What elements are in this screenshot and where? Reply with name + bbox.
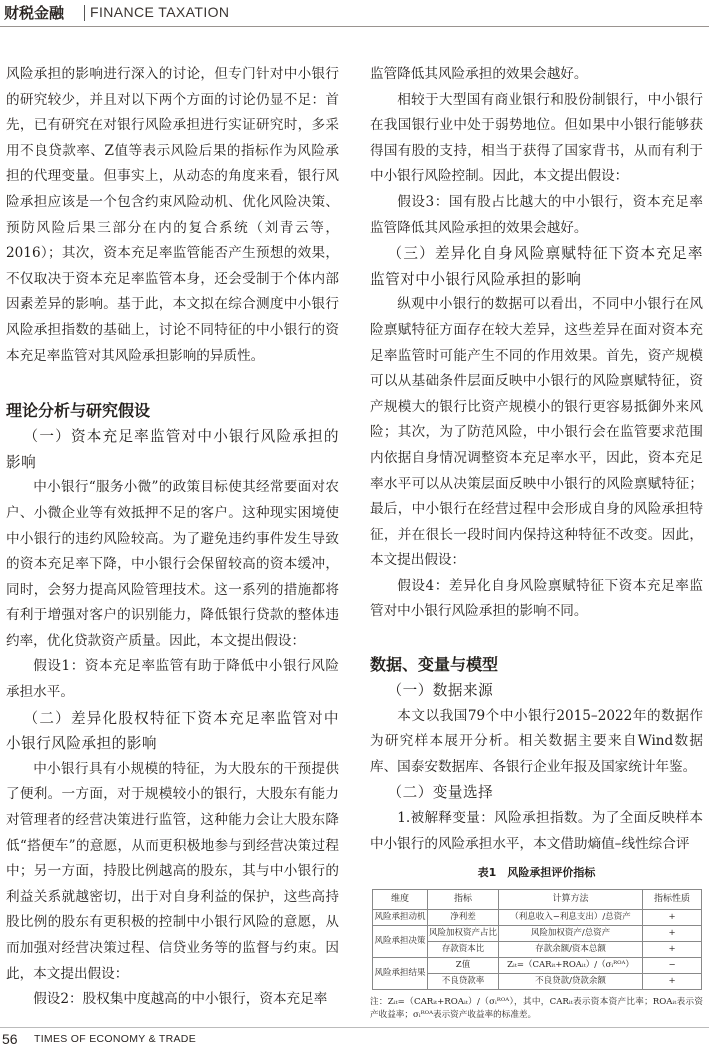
- section-heading: 理论分析与研究假设: [6, 401, 151, 421]
- method-cell: （利息收入−利息支出）/总资产: [499, 910, 643, 926]
- method-cell: 不良贷款/贷款余额: [499, 974, 643, 990]
- subsection-heading: （三）差异化自身风险禀赋特征下资本充足率监管对中小银行风险承担的影响: [370, 245, 703, 288]
- hypothesis: 假设4：差异化自身风险禀赋特征下资本充足率监管对中小银行风险承担的影响不同。: [370, 577, 703, 620]
- journal-name-en: FINANCE TAXATION: [90, 4, 230, 20]
- paragraph: 监管降低其风险承担的效果会越好。: [370, 66, 588, 82]
- method-cell: 风险加权资产/总资产: [499, 926, 643, 942]
- table-row: [373, 926, 702, 942]
- table-row: [373, 910, 702, 926]
- indicator-cell: 风险加权资产占比: [428, 926, 499, 942]
- indicator-cell: 存款资本比: [428, 942, 499, 958]
- method-cell: Zᵢₜ=（CARᵢₜ+ROAᵢₜ）/（σᵢᴿᴼᴬ）: [499, 958, 643, 974]
- paragraph: 纵观中小银行的数据可以看出，不同中小银行在风险禀赋特征方面存在较大差异，这些差异在面对资本充足率监管时可能产生不同的作用效果。首先，资产规模可以从基础条件层面反映中小银行的风险禀赋特征，资产规模大的银行比资产规模小的银行更容易抵御外来风险；其次，为了防范风险，中小银行会在监管要求范围内依据自身情况调整资本充足率水平，因此，资本充足率水平可以从决策层面反映中小银行的风险禀赋特征；最后，中小银行在经营过程中会形成自身的风险承担特征，并在很长一段时间内保持这种特征不改变。因此，本文提出假设：: [370, 296, 703, 569]
- page-header: [0, 0, 709, 27]
- paragraph: 中小银行具有小规模的特征，为大股东的干预提供了便利。一方面，对于规模较小的银行，大股东有能力对管理者的经营决策进行监管，这种能力会让大股东降低“搭便车”的意愿，从而更积极地参与到经营决策过程中；另一方面，持股比例越高的股东，其与中小银行的利益关系就越密切，出于对自身利益的保护，这些高持股比例的股东有更积极的控制中小银行风险的意愿，从而加强对经营决策过程、信贷业务等的监督与约束。因此，本文提出假设：: [6, 760, 339, 982]
- sign-cell: −: [643, 958, 702, 974]
- risk-indicator-table: [372, 889, 702, 990]
- sign-cell: +: [643, 910, 702, 926]
- table-header-cell: 计算方法: [499, 890, 643, 910]
- right-column: [370, 62, 703, 1022]
- table-header-cell: 维度: [373, 890, 428, 910]
- sign-cell: +: [643, 974, 702, 990]
- subsection-heading: （一）数据来源: [387, 682, 494, 700]
- sign-cell: +: [643, 926, 702, 942]
- paragraph: 本文以我国79个中小银行2015–2022年的数据作为研究样本展开分析。相关数据主要来自Wind数据库、国泰安数据库、各银行企业年报及国家统计年鉴。: [370, 707, 703, 775]
- hypothesis: 假设2：股权集中度越高的中小银行，资本充足率: [33, 991, 328, 1008]
- table-header-cell: 指标: [428, 890, 499, 910]
- footer-divider: [0, 1027, 709, 1028]
- dimension-cell: 风险承担结果: [373, 958, 428, 990]
- journal-footer-name: TIMES OF ECONOMY & TRADE: [34, 1033, 196, 1045]
- section-heading: 数据、变量与模型: [370, 655, 499, 675]
- paragraph: 1.被解释变量：风险承担指数。为了全面反映样本中小银行的风险承担水平，本文借助熵值–线性综合评: [370, 810, 703, 852]
- header-divider: [84, 5, 85, 21]
- left-column: [6, 62, 339, 1013]
- table-header-row: [373, 890, 702, 910]
- paragraph: 中小银行“服务小微”的政策目标使其经常要面对农户、小微企业等有效抵押不足的客户。这种现实困境使中小银行的违约风险较高。为了避免违约事件发生导致的资本充足率下降，中小银行会保留较高的资本缓冲，同时，会努力提高风险管理技术。这一系列的措施都将有利于增强对客户的识别能力，降低银行贷款的整体违约率，优化贷款资产质量。因此，本文提出假设：: [6, 479, 339, 649]
- dimension-cell: 风险承担动机: [373, 910, 428, 926]
- table-header-cell: 指标性质: [643, 890, 702, 910]
- indicator-cell: Z值: [428, 958, 499, 974]
- paragraph: 风险承担的影响进行深入的讨论，但专门针对中小银行的研究较少，并且对以下两个方面的讨论仍显不足：首先，已有研究在对银行风险承担进行实证研究时，多采用不良贷款率、Z值等表示风险后果的指标作为风险承担的代理变量。但事实上，从动态的角度来看，银行风险承担应该是一个包含约束风险动机、优化风险决策、预防风险后果三部分在内的复合系统（刘青云等，2016）；其次，资本充足率监管能否产生预想的效果，不仅取决于资本充足率监管本身，还会受制于个体内部因素差异的影响。基于此，本文拟在综合测度中小银行风险承担指数的基础上，讨论不同特征的中小银行的资本充足率监管对其风险承担影响的异质性。: [6, 66, 339, 364]
- sign-cell: +: [643, 942, 702, 958]
- method-cell: 存款余额/资本总额: [499, 942, 643, 958]
- subsection-heading: （一）资本充足率监管对中小银行风险承担的影响: [6, 428, 339, 471]
- table-title: 表1 风险承担评价指标: [477, 866, 596, 880]
- hypothesis: 假设3：国有股占比越大的中小银行，资本充足率监管降低其风险承担的效果会越好。: [370, 193, 703, 236]
- indicator-cell: 不良贷款率: [428, 974, 499, 990]
- indicator-cell: 净利差: [428, 910, 499, 926]
- hypothesis: 假设1：资本充足率监管有助于降低中小银行风险承担水平。: [6, 658, 339, 701]
- dimension-cell: 风险承担决策: [373, 926, 428, 958]
- journal-name-cn: 财税金融: [4, 4, 65, 22]
- page-number: 56: [2, 1031, 18, 1047]
- table-note: 注：Zᵢₜ=（CARᵢₜ+ROAᵢₜ）/（σᵢᴿᴼᴬ），其中，CARᵢₜ表示资本资产比率；ROAᵢₜ表示资产收益率；σᵢᴿᴼᴬ表示资产收益率的标准差。: [370, 997, 703, 1021]
- paragraph: 相较于大型国有商业银行和股份制银行，中小银行在我国银行业中处于弱势地位。但如果中小银行能够获得国有股的支持，相当于获得了国家背书，从而有利于中小银行风险控制。因此，本文提出假设：: [370, 91, 703, 185]
- subsection-heading: （二）差异化股权特征下资本充足率监管对中小银行风险承担的影响: [6, 709, 339, 753]
- subsection-heading: （二）变量选择: [387, 784, 494, 802]
- table-row: [373, 958, 702, 974]
